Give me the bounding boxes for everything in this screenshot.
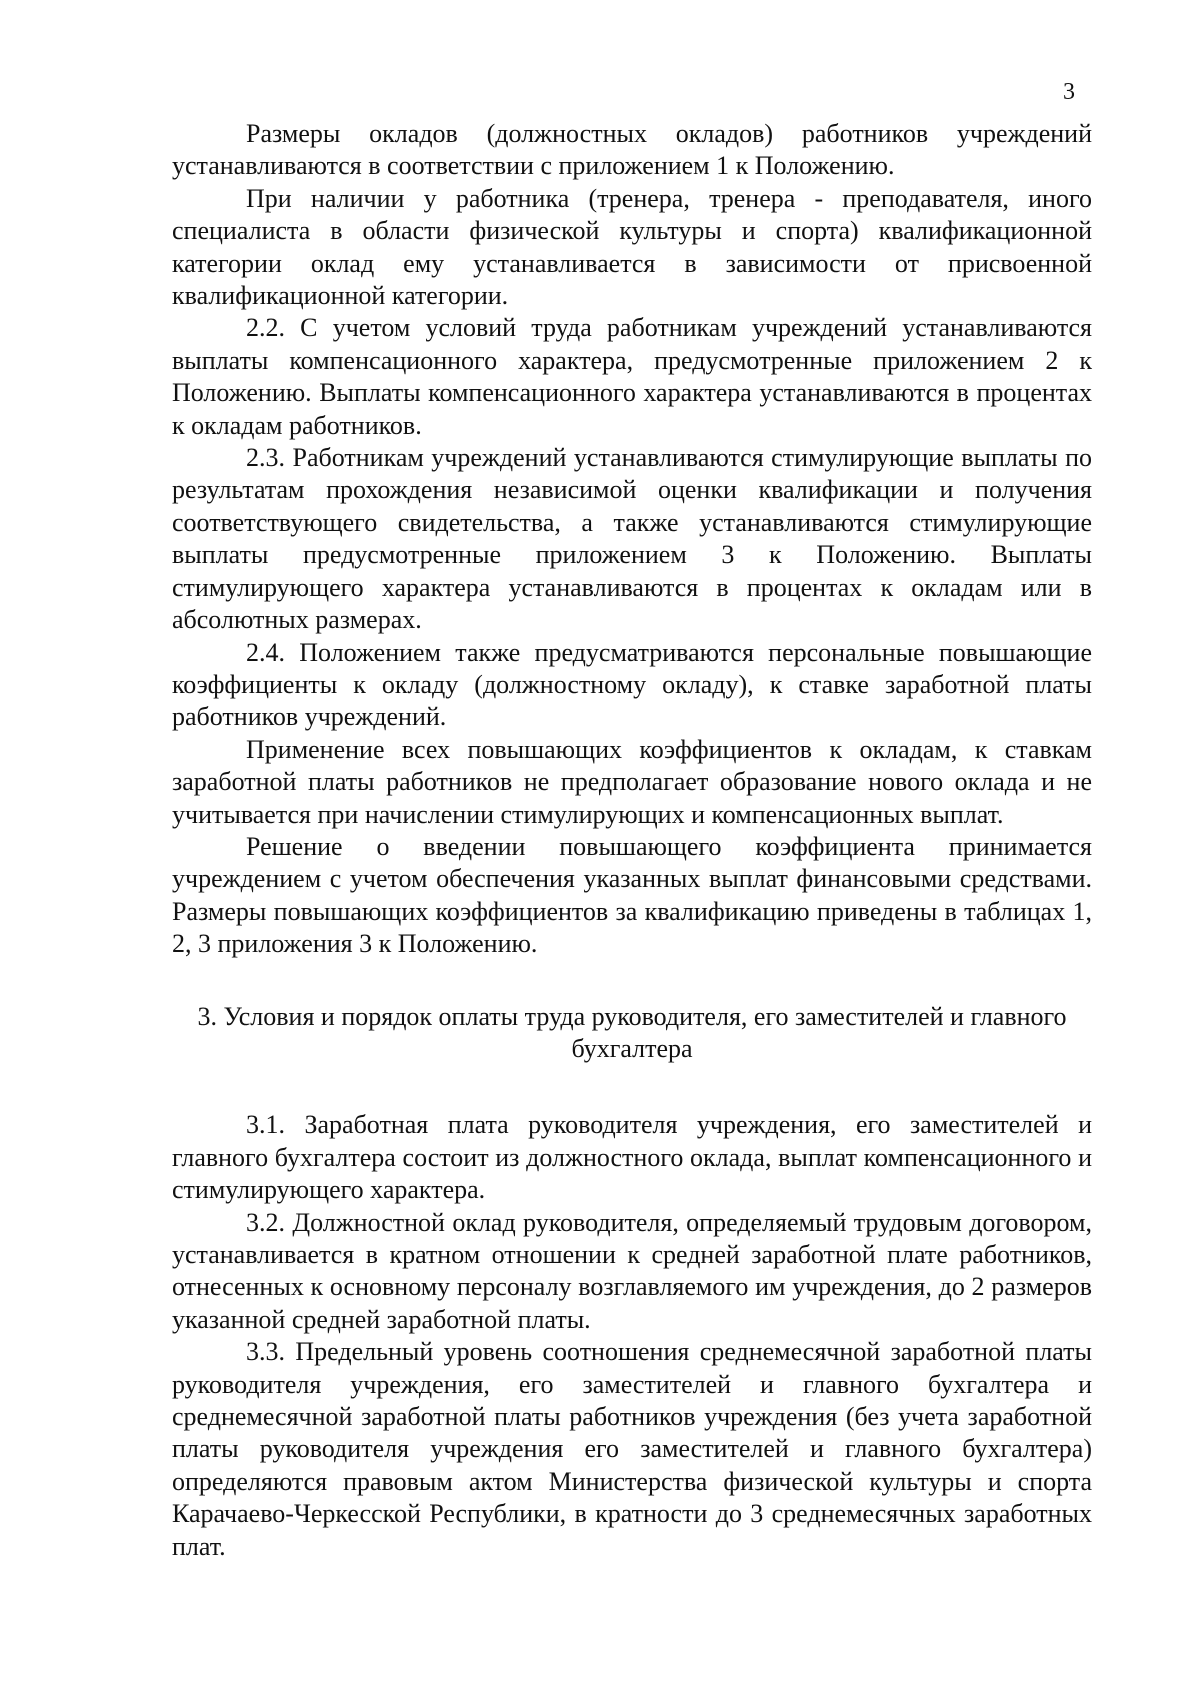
paragraph-2-4: 2.4. Положением также предусматриваются персональные повышающие коэффициенты к окладу (должностному окладу), к ставке заработной платы работников учреждений. bbox=[172, 637, 1092, 732]
paragraph-3-2: 3.2. Должностной оклад руководителя, определяемый трудовым договором, устанавливается в кратном отношении к средней заработной плате работников, отнесенных к основному персоналу возглавляемого им учреждения, до 2 размеров указанной средней заработной платы. bbox=[172, 1207, 1092, 1334]
paragraph-3-3: 3.3. Предельный уровень соотношения среднемесячной заработной платы руководителя учреждения, его заместителей и главного бухгалтера и среднемесячной заработной платы работников учреждения (без учета заработной платы руководителя учреждения его заместителей и главного бухгалтера) определяются правовым актом Министерства физической культуры и спорта Карачаево-Черкесской Республики, в кратности до 3 среднемесячных заработных плат. bbox=[172, 1337, 1092, 1561]
paragraph-salary-sizes: Размеры окладов (должностных окладов) работников учреждений устанавливаются в соответствии с приложением 1 к Положению. bbox=[172, 119, 1092, 181]
page-number: 3 bbox=[1063, 79, 1075, 105]
section-heading: 3. Условия и порядок оплаты труда руководителя, его заместителей и главного бухгалтера bbox=[197, 1001, 1067, 1063]
paragraph-coefficient-decision: Решение о введении повышающего коэффициента принимается учреждением с учетом обеспечения указанных выплат финансовыми средствами. Размеры повышающих коэффициентов за квалификацию приведены в таблицах 1, 2, 3 приложения 3 к Положению. bbox=[172, 831, 1092, 959]
paragraph-3-1: 3.1. Заработная плата руководителя учреждения, его заместителей и главного бухгалтера состоит из должностного оклада, выплат компенсационного и стимулирующего характера. bbox=[172, 1110, 1092, 1205]
paragraph-qualification-category: При наличии у работника (тренера, тренера - преподавателя, иного специалиста в области физической культуры и спорта) квалификационной категории оклад ему устанавливается в зависимости от присвоенной квалификационной категории. bbox=[172, 183, 1092, 311]
paragraph-2-3: 2.3. Работникам учреждений устанавливаются стимулирующие выплаты по результатам прохождения независимой оценки квалификации и получения соответствующего свидетельства, а также устанавливаются стимулирующие выплаты предусмотренные приложением 3 к Положению. Выплаты стимулирующего характера устанавливаются в процентах к окладам или в абсолютных размерах. bbox=[172, 443, 1092, 635]
paragraph-coefficients-application: Применение всех повышающих коэффициентов к окладам, к ставкам заработной платы работников не предполагает образование нового оклада и не учитывается при начислении стимулирующих и компенсационных выплат. bbox=[172, 734, 1092, 829]
paragraph-2-2: 2.2. С учетом условий труда работникам учреждений устанавливаются выплаты компенсационного характера, предусмотренные приложением 2 к Положению. Выплаты компенсационного характера устанавливаются в процентах к окладам работников. bbox=[172, 313, 1092, 440]
document-body bbox=[172, 118, 1092, 1563]
